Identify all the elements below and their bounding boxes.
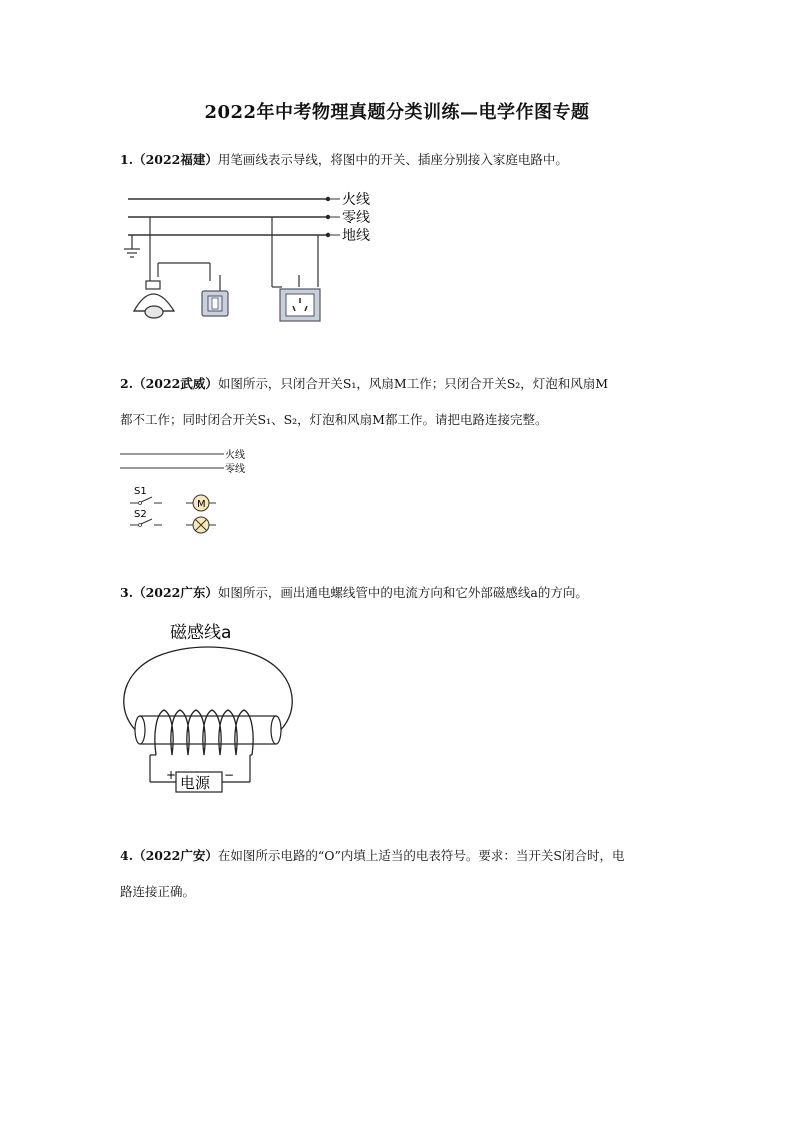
motor-icon	[186, 495, 216, 511]
live-wire-label: 火线	[225, 450, 245, 461]
solenoid-figure	[118, 614, 298, 800]
wall-socket-icon	[280, 289, 320, 321]
svg-text:S2: S2	[134, 509, 147, 520]
question-text-line-2: 都不工作；同时闭合开关S₁、S₂，灯泡和风扇M都工作。请把电路连接完整。	[120, 412, 548, 427]
question-3	[120, 583, 680, 603]
lamp-symbol-icon	[186, 517, 216, 533]
switch-s2-icon	[130, 509, 162, 527]
question-2	[120, 374, 680, 430]
question-text-line-1: 如图所示，只闭合开关S₁，风扇M工作；只闭合开关S₂，灯泡和风扇M	[217, 376, 609, 391]
page-title: 2022年中考物理真题分类训练—电学作图专题	[204, 102, 590, 123]
question-4	[120, 846, 680, 902]
switch-motor-lamp-figure	[118, 448, 268, 534]
question-number: 2.	[120, 376, 134, 391]
svg-text:S1: S1	[134, 486, 147, 497]
question-text: 如图所示，画出通电螺线管中的电流方向和它外部磁感线a的方向。	[217, 585, 588, 600]
neutral-wire-label: 零线	[225, 464, 245, 475]
switch-s1-icon	[130, 486, 162, 505]
question-1	[120, 150, 680, 170]
positive-terminal-label: +	[166, 768, 177, 782]
question-text-line-2: 路连接正确。	[120, 884, 196, 899]
question-source: （2022广安）	[133, 848, 218, 863]
question-source: （2022广东）	[133, 585, 218, 600]
field-line-label: 磁感线a	[170, 623, 232, 643]
question-number: 1.	[120, 152, 134, 167]
neutral-wire-label: 零线	[342, 210, 370, 226]
ground-wire-label: 地线	[342, 228, 370, 244]
earth-ground-icon	[124, 235, 140, 257]
svg-text:电源: 电源	[180, 774, 211, 792]
question-text-line-1: 在如图所示电路的“O”内填上适当的电表符号。要求：当开关S闭合时，电	[217, 848, 625, 863]
svg-text:M: M	[197, 499, 206, 510]
question-source: （2022福建）	[133, 152, 218, 167]
question-text: 用笔画线表示导线，将图中的开关、插座分别接入家庭电路中。	[217, 152, 568, 167]
question-number: 3.	[120, 585, 134, 600]
lamp-icon	[134, 281, 174, 318]
negative-terminal-label: −	[224, 768, 235, 782]
wall-switch-icon	[202, 291, 228, 316]
live-wire-label: 火线	[342, 192, 370, 208]
household-circuit-figure	[118, 185, 398, 330]
solenoid-icon	[135, 710, 281, 755]
question-number: 4.	[120, 848, 134, 863]
power-supply-icon	[176, 772, 222, 792]
question-source: （2022武威）	[133, 376, 218, 391]
